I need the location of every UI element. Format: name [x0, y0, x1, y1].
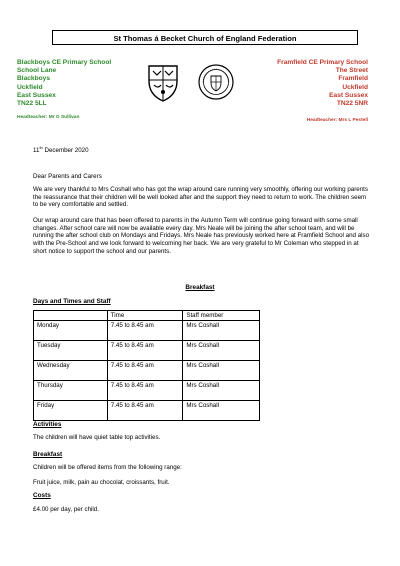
- table-cell: Friday: [34, 401, 108, 421]
- activities-text: The children will have quiet table top activities.: [33, 434, 161, 441]
- date-rest: December 2020: [42, 147, 89, 155]
- table-cell: Mrs Coshall: [183, 341, 260, 361]
- school-left-line: Blackboys: [17, 75, 50, 83]
- school-right-line: TN22 5NR: [336, 100, 368, 108]
- costs-text: £4.00 per day, per child.: [33, 506, 99, 513]
- table-cell: Wednesday: [34, 361, 108, 381]
- table-cell: Mrs Coshall: [183, 361, 260, 381]
- school-address-left: [17, 59, 111, 108]
- paragraph-1: We are very thankful to Mrs Coshall who has got the wrap around care running very smoothly, offering our working parents the reassurance that their children will be well looked after and the support they need to return to work. The children seem to be very comfortable and settled.: [33, 186, 368, 209]
- school-right-line: East Sussex: [329, 91, 368, 99]
- salutation: Dear Parents and Carers: [33, 173, 102, 180]
- table-cell: 7.45 to 8.45 am: [107, 401, 183, 421]
- school-left-line: East Sussex: [17, 91, 56, 99]
- breakfast-items: Fruit juice, milk, pain au chocolat, croissants, fruit.: [33, 479, 170, 486]
- breakfast-section-heading: Breakfast: [185, 284, 215, 291]
- activities-heading: Activities: [33, 421, 62, 428]
- table-header: [34, 311, 108, 321]
- table-row: [34, 401, 260, 421]
- table-cell: Tuesday: [34, 341, 108, 361]
- school-right-line: Framfield CE Primary School: [277, 59, 368, 66]
- breakfast-text: Children will be offered items from the following range:: [33, 464, 182, 471]
- table-cell: Thursday: [34, 381, 108, 401]
- school-right-line: Framfield: [338, 75, 368, 83]
- school-right-line: The Street: [335, 67, 368, 75]
- headteacher-right: Headteacher: Mrs L Pestell: [306, 118, 368, 123]
- date-day: 11: [33, 147, 40, 155]
- breakfast-heading: Breakfast: [33, 451, 63, 458]
- shield-crest-icon: [146, 63, 180, 103]
- table-cell: Mrs Coshall: [183, 321, 260, 341]
- school-right-line: Uckfield: [342, 83, 368, 91]
- table-cell: Mrs Coshall: [183, 381, 260, 401]
- school-address-right: [277, 59, 368, 108]
- table-cell: 7.45 to 8.45 am: [107, 381, 183, 401]
- table-header-row: [34, 311, 260, 321]
- paragraph-2: Our wrap around care that has been offered to parents in the Autumn Term will continue going forward with some small changes. After school care will now be available every day. Mrs Neale will be joining the after school team, and will be running the after school club on Mondays and Fridays. Mrs Neale has previously worked here at Framfield School and also with the Pre-School and we look forward to welcoming her back. We are very grateful to Mr Coleman who stepped in at short notice to support the school and our parents.: [33, 217, 370, 255]
- school-left-line: Uckfield: [17, 83, 43, 91]
- table-header: Staff member: [183, 311, 260, 321]
- table-cell: 7.45 to 8.45 am: [107, 321, 183, 341]
- schedule-table: [33, 310, 260, 421]
- table-cell: 7.45 to 8.45 am: [107, 341, 183, 361]
- letter-date: [33, 144, 373, 155]
- table-row: [34, 321, 260, 341]
- federation-title: St Thomas á Becket Church of England Federation: [52, 30, 358, 45]
- table-row: [34, 381, 260, 401]
- table-cell: Monday: [34, 321, 108, 341]
- costs-heading: Costs: [33, 492, 51, 499]
- table-header: Time: [107, 311, 183, 321]
- school-left-line: School Lane: [17, 67, 57, 75]
- headteacher-left: Headteacher: Mr G Sullivan: [17, 115, 80, 120]
- date-suffix: th: [39, 145, 43, 150]
- table-cell: 7.45 to 8.45 am: [107, 361, 183, 381]
- school-left-line: Blackboys CE Primary School: [17, 59, 112, 66]
- table-row: [34, 341, 260, 361]
- days-times-heading: Days and Times and Staff: [33, 298, 111, 305]
- round-crest-icon: [197, 63, 235, 101]
- table-row: [34, 361, 260, 381]
- table-cell: Mrs Coshall: [183, 401, 260, 421]
- school-left-line: TN22 5LL: [17, 100, 47, 108]
